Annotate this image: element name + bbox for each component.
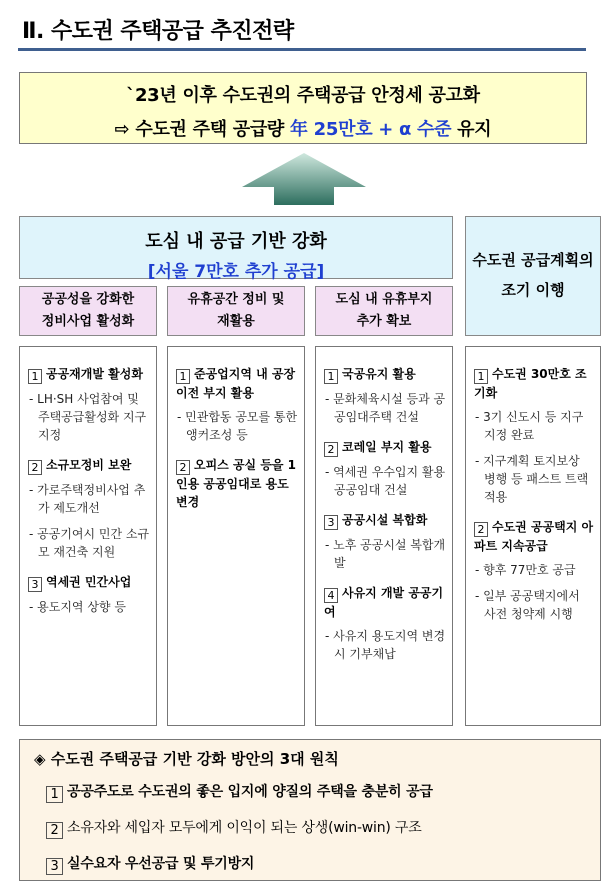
banner-line-2 — [20, 115, 586, 141]
goal-banner — [19, 72, 587, 144]
item-heading — [28, 573, 150, 592]
urban-supply-goal — [19, 216, 453, 282]
column-early-plan — [465, 346, 601, 726]
item-heading — [324, 438, 446, 457]
item-head-text: 코레일 부지 활용 — [342, 440, 432, 454]
urban-supply-title: 도심 내 공급 기반 강화 — [145, 231, 327, 252]
sub-header-line: 추가 확보 — [356, 314, 412, 329]
number-badge: 1 — [324, 369, 338, 384]
item-desc: - 가로주택정비사업 추가 제도개선 — [29, 483, 146, 515]
banner-year: 年 — [289, 119, 308, 140]
item-heading — [176, 456, 298, 511]
banner-prefix: ⇨ 수도권 주택 공급량 — [114, 119, 290, 140]
number-badge: 1 — [46, 786, 63, 803]
number-badge: 1 — [28, 369, 42, 384]
item-desc: - 일부 공공택지에서 사전 청약제 시행 — [475, 589, 580, 621]
list-item — [324, 438, 446, 499]
principle-text: 공공주도로 수도권의 좋은 입지에 양질의 주택을 충분히 공급 — [67, 784, 433, 800]
item-head-text: 수도권 30만호 조기화 — [474, 367, 587, 400]
early-plan-goal — [465, 216, 601, 336]
principle-text: 실수요자 우선공급 및 투기방지 — [67, 856, 255, 872]
number-badge: 1 — [474, 369, 488, 384]
number-badge: 3 — [28, 577, 42, 592]
item-desc: - 민관합동 공모를 통한 앵커조성 등 — [177, 410, 298, 442]
urban-supply-subtitle: [서울 7만호 추가 공급] — [147, 262, 325, 282]
list-item — [474, 518, 594, 623]
column-redevelopment — [19, 346, 157, 726]
banner-amount: 25만호 + α 수준 — [307, 119, 452, 140]
number-badge: 1 — [176, 369, 190, 384]
number-badge: 2 — [28, 460, 42, 475]
list-item — [28, 573, 150, 616]
item-desc: - 노후 공공시설 복합개발 — [325, 538, 446, 570]
item-heading — [28, 365, 150, 384]
number-badge: 3 — [46, 858, 63, 875]
item-head-text: 소규모정비 보완 — [46, 458, 132, 472]
principles-heading: ◈ 수도권 주택공급 기반 강화 방안의 3대 원칙 — [34, 750, 339, 768]
number-badge: 4 — [324, 588, 338, 603]
early-plan-line-1: 수도권 공급계획의 — [472, 251, 594, 269]
list-item — [474, 365, 594, 506]
principle-item — [46, 781, 586, 803]
item-desc: - 문화체육시설 등과 공공임대주택 건설 — [325, 392, 446, 424]
list-item — [324, 511, 446, 572]
sub-header-idle-land — [315, 286, 453, 336]
item-desc: - 용도지역 상향 등 — [29, 600, 126, 614]
banner-suffix: 유지 — [451, 119, 492, 140]
title-divider — [18, 48, 586, 51]
up-arrow-icon — [242, 153, 366, 205]
item-heading — [176, 365, 298, 402]
item-head-text: 준공업지역 내 공장 이전 부지 활용 — [176, 367, 296, 400]
list-item — [28, 456, 150, 561]
item-heading — [28, 456, 150, 475]
banner-line-1: `23년 이후 수도권의 주택공급 안정세 공고화 — [126, 85, 480, 106]
item-heading — [324, 584, 446, 621]
sub-header-idle-space — [167, 286, 305, 336]
number-badge: 2 — [46, 822, 63, 839]
number-badge: 2 — [324, 442, 338, 457]
principles-box — [19, 739, 601, 881]
sub-header-line: 재활용 — [217, 314, 255, 329]
item-head-text: 오피스 공실 등을 1인용 공공임대로 용도변경 — [176, 458, 297, 509]
sub-header-line: 도심 내 유휴부지 — [335, 292, 433, 307]
early-plan-line-2: 조기 이행 — [501, 281, 565, 299]
item-head-text: 역세권 민간사업 — [46, 575, 132, 589]
item-desc: - 3기 신도시 등 지구지정 완료 — [475, 410, 584, 442]
item-heading — [474, 518, 594, 555]
list-item — [176, 365, 298, 444]
item-head-text: 사유지 개발 공공기여 — [324, 586, 444, 619]
item-desc: - 지구계획 토지보상 병행 등 패스트 트랙 적용 — [475, 454, 589, 504]
number-badge: 2 — [474, 522, 488, 537]
item-desc: - 공공기여시 민간 소규모 재건축 지원 — [29, 527, 150, 559]
number-badge: 3 — [324, 515, 338, 530]
item-head-text: 공공재개발 활성화 — [46, 367, 143, 381]
sub-header-line: 공공성을 강화한 — [41, 292, 135, 307]
principle-text: 소유자와 세입자 모두에게 이익이 되는 상생(win-win) 구조 — [67, 820, 422, 836]
item-desc: - 향후 77만호 공급 — [475, 563, 576, 577]
item-desc: - 사유지 용도지역 변경시 기부채납 — [325, 629, 446, 661]
column-idle-land — [315, 346, 453, 726]
list-item — [324, 584, 446, 663]
sub-header-redevelopment — [19, 286, 157, 336]
principle-item — [46, 817, 586, 839]
item-heading — [324, 365, 446, 384]
list-item — [176, 456, 298, 511]
principle-item — [46, 853, 586, 875]
list-item — [28, 365, 150, 444]
column-idle-space — [167, 346, 305, 726]
sub-header-line: 정비사업 활성화 — [41, 314, 135, 329]
item-desc: - 역세권 우수입지 활용 공공임대 건설 — [325, 465, 446, 497]
sub-header-line: 유휴공간 정비 및 — [187, 292, 285, 307]
item-head-text: 국공유지 활용 — [342, 367, 416, 381]
item-head-text: 수도권 공공택지 아파트 지속공급 — [474, 520, 594, 553]
item-head-text: 공공시설 복합화 — [342, 513, 428, 527]
item-heading — [474, 365, 594, 402]
item-heading — [324, 511, 446, 530]
number-badge: 2 — [176, 460, 190, 475]
page-title: Ⅱ. 수도권 주택공급 추진전략 — [22, 19, 294, 44]
item-desc: - LH·SH 사업참여 및 주택공급활성화 지구 지정 — [29, 392, 147, 442]
list-item — [324, 365, 446, 426]
